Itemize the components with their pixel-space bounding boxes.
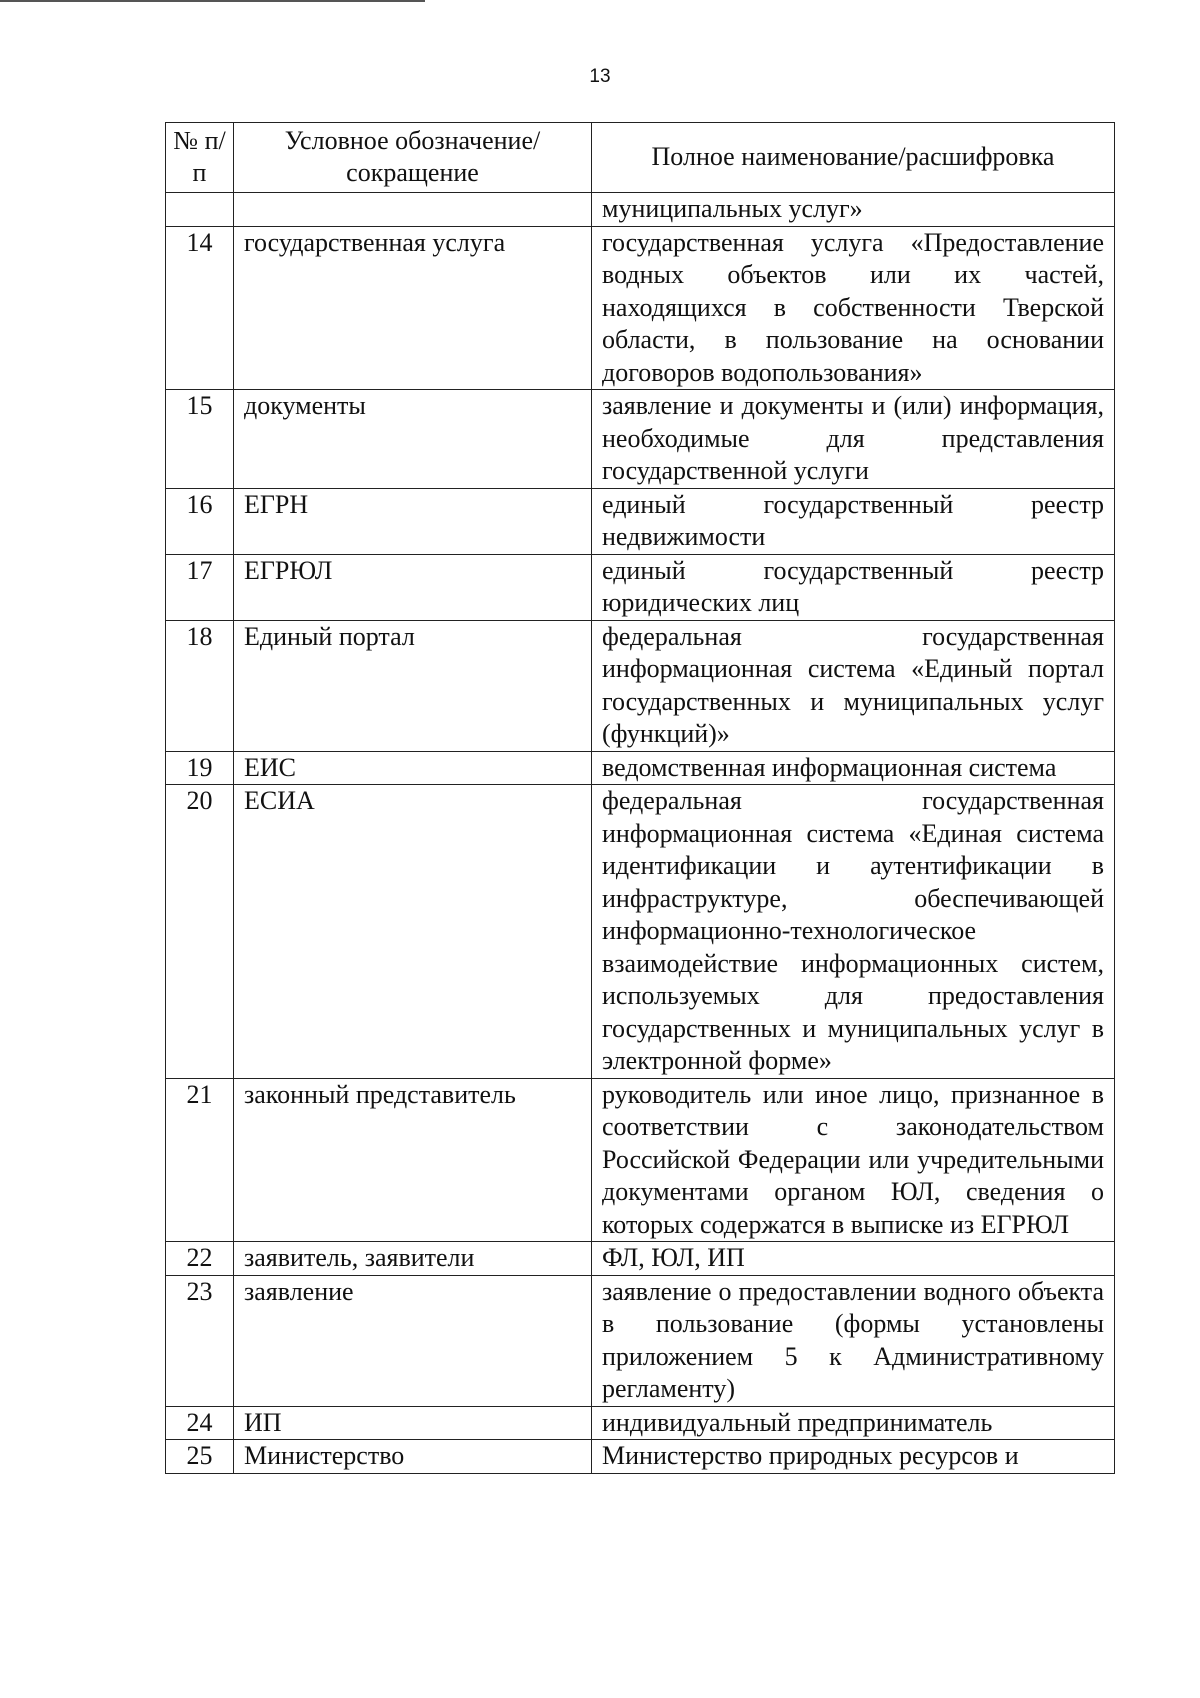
table-header <box>166 123 1115 193</box>
cell-num: 19 <box>166 751 234 785</box>
table-row <box>166 1406 1115 1440</box>
header-num: № п/п <box>166 123 234 193</box>
table-row <box>166 390 1115 489</box>
cell-full: единый государственный реестр юридических лиц <box>592 554 1115 620</box>
cell-abbr: ЕСИА <box>234 785 592 1079</box>
table-row <box>166 785 1115 1079</box>
cell-full: индивидуальный предприниматель <box>592 1406 1115 1440</box>
header-full: Полное наименование/расшифровка <box>592 123 1115 193</box>
cell-abbr: ЕГРЮЛ <box>234 554 592 620</box>
cell-abbr: ЕИС <box>234 751 592 785</box>
cell-full: ведомственная информационная система <box>592 751 1115 785</box>
table-row <box>166 751 1115 785</box>
table-body <box>166 193 1115 1474</box>
table-row <box>166 554 1115 620</box>
cell-abbr: Единый портал <box>234 620 592 751</box>
cell-abbr: заявитель, заявители <box>234 1242 592 1276</box>
cell-num: 17 <box>166 554 234 620</box>
cell-full: муниципальных услуг» <box>592 193 1115 227</box>
cell-abbr: документы <box>234 390 592 489</box>
glossary-table <box>165 122 1115 1474</box>
cell-num: 16 <box>166 488 234 554</box>
scan-edge-line <box>0 0 425 2</box>
table-row <box>166 1275 1115 1406</box>
cell-num: 21 <box>166 1078 234 1242</box>
table-row <box>166 488 1115 554</box>
cell-full: единый государственный реестр недвижимости <box>592 488 1115 554</box>
cell-abbr: ИП <box>234 1406 592 1440</box>
cell-num <box>166 193 234 227</box>
continuation-row <box>166 193 1115 227</box>
cell-abbr: государственная услуга <box>234 226 592 390</box>
cell-abbr: Министерство <box>234 1440 592 1474</box>
cell-abbr: ЕГРН <box>234 488 592 554</box>
cell-full: федеральная государственная информационная система «Единая система идентификации и аутентификации в инфраструктуре, обеспечивающей информационно-технологическое взаимодействие информационных систем, используемых для предоставления государственных и муниципальных услуг в электронной форме» <box>592 785 1115 1079</box>
cell-full: руководитель или иное лицо, признанное в соответствии с законодательством Российской Федерации или учредительными документами органом ЮЛ, сведения о которых содержатся в выписке из ЕГРЮЛ <box>592 1078 1115 1242</box>
page-number: 13 <box>589 66 611 87</box>
table-row <box>166 1078 1115 1242</box>
cell-full: заявление и документы и (или) информация, необходимые для представления государственной услуги <box>592 390 1115 489</box>
table-row <box>166 1242 1115 1276</box>
cell-full: ФЛ, ЮЛ, ИП <box>592 1242 1115 1276</box>
header-row <box>166 123 1115 193</box>
cell-full: федеральная государственная информационная система «Единый портал государственных и муниципальных услуг (функций)» <box>592 620 1115 751</box>
cell-num: 23 <box>166 1275 234 1406</box>
cell-num: 15 <box>166 390 234 489</box>
cell-num: 20 <box>166 785 234 1079</box>
cell-full: Министерство природных ресурсов и <box>592 1440 1115 1474</box>
table-row <box>166 620 1115 751</box>
cell-num: 24 <box>166 1406 234 1440</box>
table-row <box>166 226 1115 390</box>
header-abbr: Условное обозначение/сокращение <box>234 123 592 193</box>
cell-num: 22 <box>166 1242 234 1276</box>
cell-abbr: законный представитель <box>234 1078 592 1242</box>
cell-num: 25 <box>166 1440 234 1474</box>
cell-full: заявление о предоставлении водного объекта в пользование (формы установлены приложением 5 к Административному регламенту) <box>592 1275 1115 1406</box>
cell-num: 14 <box>166 226 234 390</box>
table-row <box>166 1440 1115 1474</box>
cell-num: 18 <box>166 620 234 751</box>
cell-full: государственная услуга «Предоставление водных объектов или их частей, находящихся в собственности Тверской области, в пользование на основании договоров водопользования» <box>592 226 1115 390</box>
cell-abbr <box>234 193 592 227</box>
cell-abbr: заявление <box>234 1275 592 1406</box>
